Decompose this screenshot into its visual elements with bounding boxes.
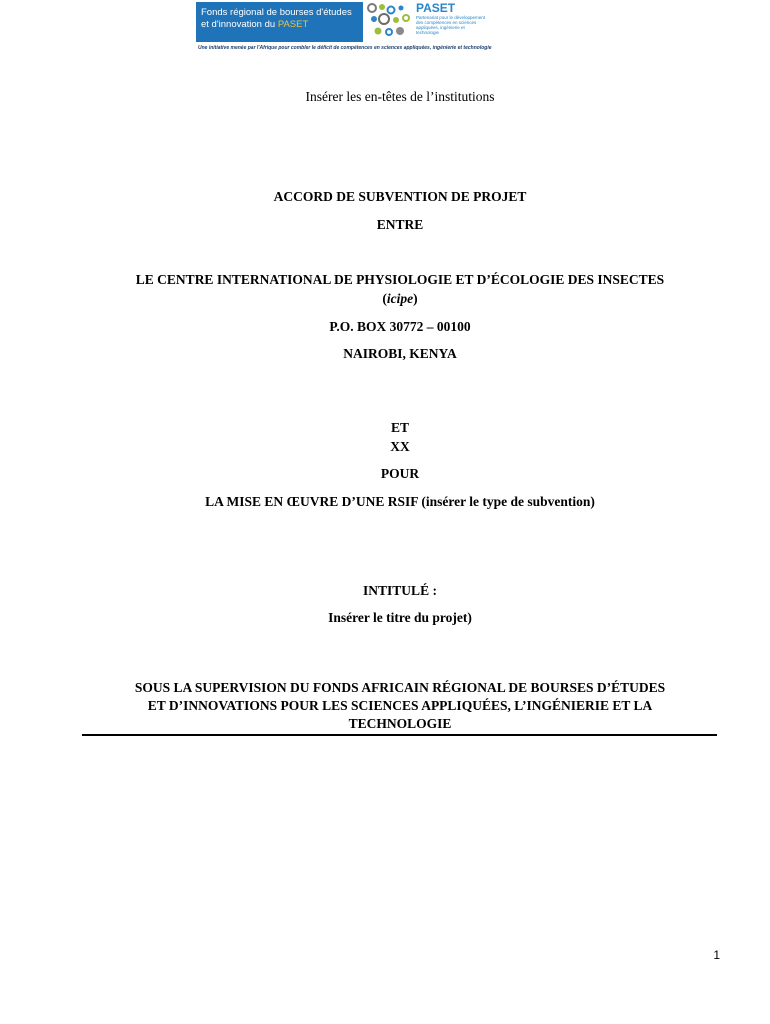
- horizontal-rule: [82, 734, 717, 736]
- purpose-line: LA MISE EN ŒUVRE D’UNE RSIF (insérer le type de subvention): [205, 494, 595, 509]
- paset-description: Partenariat pour le développement des compétences en sciences appliquées, ingénierie et technologie: [416, 15, 486, 35]
- and-label: ET: [390, 420, 409, 435]
- titled-label: INTITULÉ :: [363, 583, 437, 598]
- page-number: 1: [713, 948, 720, 962]
- header-banner: [196, 1, 492, 54]
- fund-logo-line1: Fonds régional de bourses d'études: [201, 7, 352, 18]
- fund-logo-line2: et d'innovation du: [201, 19, 278, 30]
- paset-dots-icon: [366, 2, 412, 42]
- paset-logo: [416, 2, 486, 42]
- header-tagline: Une initiative menée par l'Afrique pour combler le déficit de compétences en sciences appliquées, ingénierie et technologie: [198, 45, 492, 51]
- supervision-line-2: ET D’INNOVATIONS POUR LES SCIENCES APPLIQUÉES, L’INGÉNIERIE ET LA: [147, 698, 653, 713]
- supervision-line-1: SOUS LA SUPERVISION DU FONDS AFRICAIN RÉGIONAL DE BOURSES D’ÉTUDES: [134, 680, 666, 695]
- party1-abbreviation: (icipe): [382, 291, 418, 306]
- between-label: ENTRE: [376, 217, 424, 232]
- paset-name: PASET: [416, 1, 456, 15]
- document-title: ACCORD DE SUBVENTION DE PROJET: [273, 189, 527, 204]
- fund-logo-highlight: PASET: [277, 19, 309, 30]
- institution-header-note: Insérer les en-têtes de l’institutions: [305, 89, 495, 104]
- project-title: Insérer le titre du projet): [328, 610, 472, 625]
- supervision-line-3: TECHNOLOGIE: [348, 716, 452, 731]
- party2-name: XX: [390, 439, 410, 454]
- party1-abbr-italic: icipe: [386, 291, 414, 306]
- party1-city: NAIROBI, KENYA: [343, 346, 457, 361]
- fund-logo: [196, 2, 363, 42]
- party1-box: P.O. BOX 30772 – 00100: [329, 319, 471, 334]
- for-label: POUR: [380, 466, 420, 481]
- party1-name: LE CENTRE INTERNATIONAL DE PHYSIOLOGIE ET D’ÉCOLOGIE DES INSECTES: [135, 272, 665, 287]
